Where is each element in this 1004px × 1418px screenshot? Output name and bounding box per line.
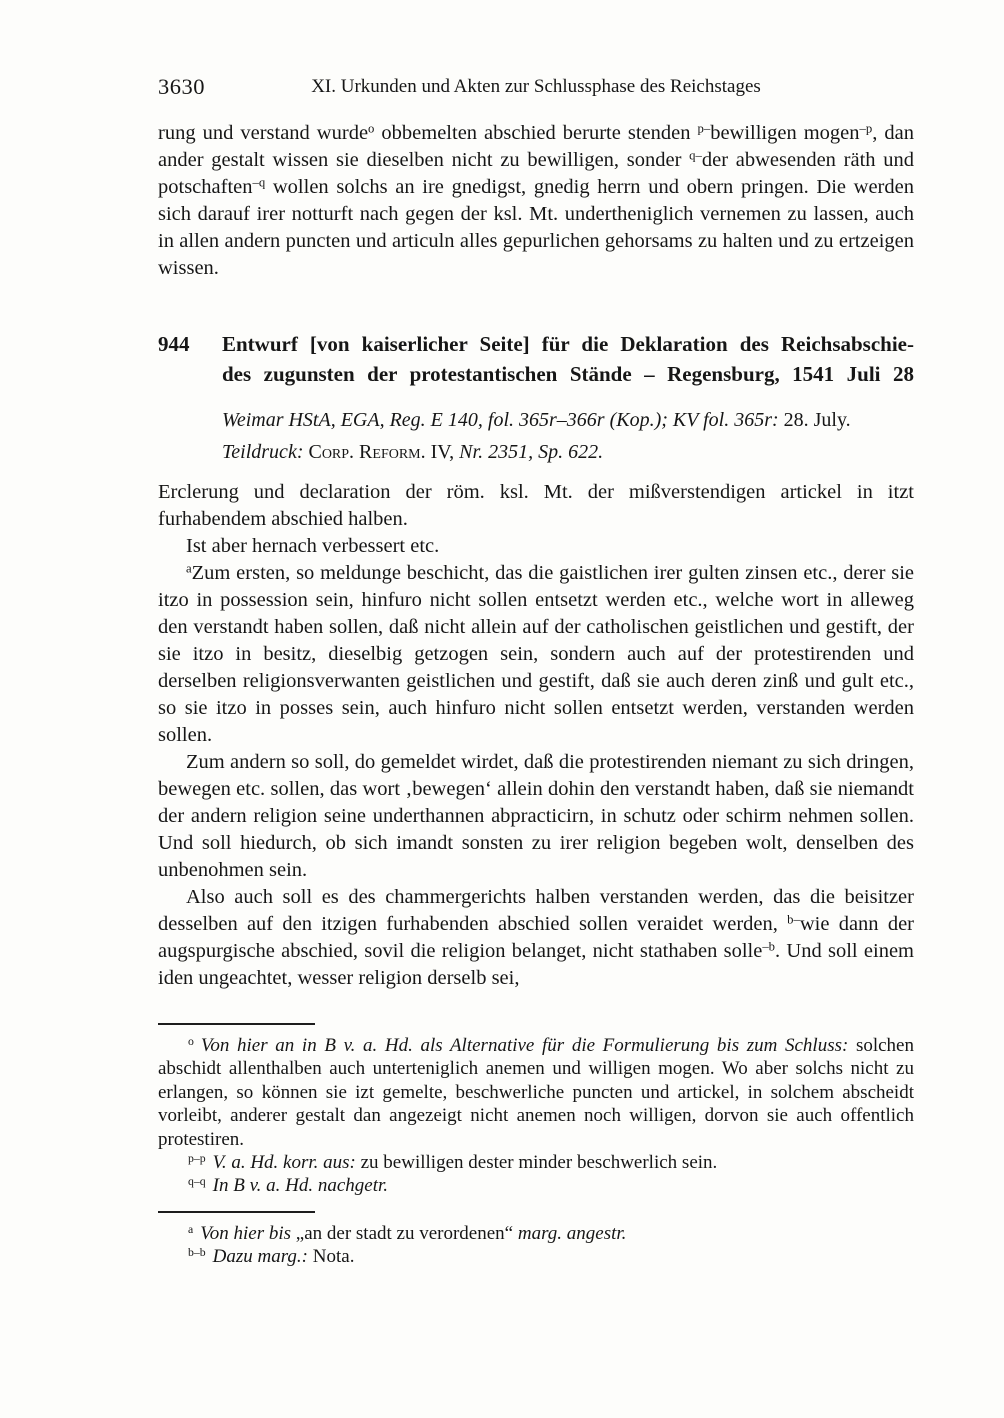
body-paragraph-2: Ist aber hernach verbessert etc. xyxy=(186,535,440,557)
footnote-marker: q–q xyxy=(188,1175,206,1189)
footnote-text: In B v. a. Hd. nachgetr. xyxy=(212,1175,389,1197)
footnote-area xyxy=(158,1023,914,1269)
footnote-marker: o xyxy=(188,1034,194,1048)
document-body xyxy=(158,479,914,992)
body-paragraph-3: $^a$Zum ersten, so meldunge beschicht, das die gaistlichen irer gulten zinsen etc., derer sie itzo in possession sein, hinfuro nicht sollen entsetzt werden etc., welche wort in alleweg den verstandt haben sollen, daß nicht allein auf der catholischen geistlichen und gestift, der sie itzo in besitz, dieselbig getzogen sein, sondern auch auf der protestirenden und derselben religionsverwanten geistlichen und gestift, daß sie auch deren zinß und gult etc., so sie itzo in posses sein, auch hinfuro nicht sollen entsetzt werden, verstanden werden sollen. xyxy=(158,561,914,746)
text-block xyxy=(158,76,914,1269)
entry-heading xyxy=(158,329,914,389)
footnote-a xyxy=(158,1222,914,1245)
footnote-separator-2 xyxy=(158,1211,315,1213)
footnote-o xyxy=(158,1034,914,1151)
entry-title xyxy=(222,329,914,389)
footnote-text: Von hier bis „an der stadt zu verordenen“ marg. angestr. xyxy=(200,1222,627,1244)
body-paragraph-4: Zum andern so soll, do gemeldet wirdet, daß die protestirenden niemant zu sich dringen, bewegen etc. sollen, das wort ‚bewegen‘ allein dohin den verstandt haben, daß sie niemandt der andern religion seine underthannen abpracticirn, in schutz oder schirm nehmen sollen. Und soll hiedurch, ob sich imandt sonsten zu irer religion begeben wolt, denselben des unbenohmen sein. xyxy=(158,751,914,881)
footnote-marker: p–p xyxy=(188,1151,206,1165)
footnote-q xyxy=(158,1174,914,1197)
body-paragraph-5: Also auch soll es des chammergerichts halben verstanden werden, das die beisitzer desselben auf den itzigen furhabenden abschied sollen veraidet werden, $^{b-}$wie dann der augspurgische abschied, sovil die religion belanget, nicht stathaben solle$^{-b}$. Und soll einem iden ungeachtet, wesser religion derselb sei, xyxy=(158,886,914,989)
body-paragraph-1: Erclerung und declaration der röm. ksl. Mt. der mißverstendigen artickel in itzt furhabendem abschied halben. xyxy=(158,481,914,530)
entry-number: 944 xyxy=(158,332,190,356)
entry-title-line-1: Entwurf [von kaiserlicher Seite] für die Deklaration des Reichsabschie- xyxy=(222,332,914,356)
continuation-paragraph: rung und verstand wurde$^o$ obbemelten abschied berurte stenden $^{p-}$bewilligen mogen$^{-p}$, dan ander gestalt wissen sie dieselben nicht zu bewilligen, sonder $^{q-}$der abwesenden räth und potschaften$^{-q}$ wollen solchs an ire gnedigst, gnedig herrn und obern pringen. Die werden sich darauf irer notturft nach gegen der ksl. Mt. undertheniglich vernemen zu lassen, auch in allen andern puncten und articuln alles gepurlichen gehorsams zu halten und zu ertzeigen wissen. xyxy=(158,121,914,279)
footnote-b xyxy=(158,1245,914,1268)
footnote-marker: a xyxy=(188,1222,194,1236)
footnote-text: Dazu marg.: Nota. xyxy=(212,1246,355,1268)
footnote-marker: b–b xyxy=(188,1246,206,1260)
running-head xyxy=(158,76,914,106)
entry-title-line-2: des zugunsten der protestantischen Stände – Regensburg, 1541 Juli 28 xyxy=(222,362,914,386)
footnote-text: Von hier an in B v. a. Hd. als Alternative für die Formulierung bis zum Schluss: solchen abschidt allenthalben auch unterteniglich anemen und willigen mogen. Wo aber solchs nicht zu erlangen, so können sie izt gemelte, beschwerliche puncten und artickel, in solchem abscheidt vorleibt, anderer gestalt dan angezeigt nicht anemen noch willigen, dorvon sie auch offentlich protestiren. xyxy=(158,1035,914,1150)
source-line-archive: Weimar HStA, EGA, Reg. E 140, fol. 365r–366r (Kop.); KV fol. 365r: 28. July. xyxy=(222,409,851,431)
footnote-text: V. a. Hd. korr. aus: zu bewilligen dester minder beschwerlich sein. xyxy=(212,1152,718,1174)
footnote-separator-1 xyxy=(158,1023,315,1025)
page-number: 3630 xyxy=(158,74,205,99)
source-line-print: Teildruck: Corp. Reform. IV, Nr. 2351, Sp. 622. xyxy=(222,441,604,463)
footnote-p xyxy=(158,1151,914,1174)
chapter-running-title: XI. Urkunden und Akten zur Schlussphase des Reichstages xyxy=(311,76,761,97)
source-note xyxy=(222,404,914,468)
